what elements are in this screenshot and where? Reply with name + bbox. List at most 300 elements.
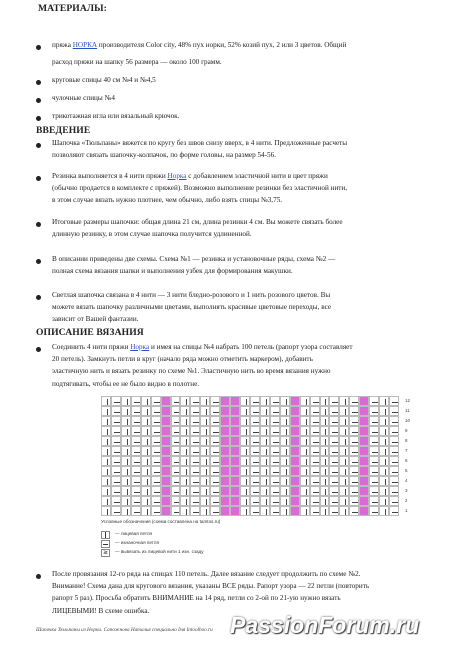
chart-cell: [190, 496, 200, 506]
chart-cell: [200, 446, 210, 456]
chart-cell: [121, 456, 131, 466]
chart-cell: [101, 476, 111, 486]
chart-cell: [320, 416, 330, 426]
chart-cell: [389, 396, 399, 406]
chart-cell: [131, 426, 141, 436]
chart-cell: [151, 426, 161, 436]
chart-cell: [101, 436, 111, 446]
chart-cell: [101, 496, 111, 506]
chart-cell: [260, 506, 270, 516]
chart-cell: [200, 456, 210, 466]
chart-cell: [379, 396, 389, 406]
chart-cell: [141, 486, 151, 496]
chart-cell: [339, 496, 349, 506]
chart-cell: [190, 456, 200, 466]
chart-cell: [161, 416, 171, 426]
chart-cell: [220, 486, 230, 496]
chart-cell: [141, 406, 151, 416]
yarn-link[interactable]: НОРКА: [72, 41, 98, 49]
text-line: В описании приведены две схемы. Схема №1 — резинка и установочные ряды, схема №2 —: [52, 255, 336, 263]
chart-cell: [180, 466, 190, 476]
chart-cell: [190, 476, 200, 486]
chart-cell: [369, 436, 379, 446]
chart-cell: [240, 416, 250, 426]
chart-cell: [389, 476, 399, 486]
chart-cell: [190, 426, 200, 436]
watermark: PassionForum.ru: [230, 612, 420, 638]
chart-cell: [389, 446, 399, 456]
chart-cell: [359, 406, 369, 416]
chart-cell: [389, 436, 399, 446]
chart-cell: [349, 446, 359, 456]
text: с добавлением эластичной нити в цвет пряжи: [186, 172, 328, 180]
chart-cell: [349, 406, 359, 416]
materials-heading: МАТЕРИАЛЫ:: [38, 3, 107, 14]
intro-paragraph-4: [52, 253, 335, 277]
materials-item-dpn: чулочные спицы №4: [52, 94, 115, 102]
chart-cell: [260, 466, 270, 476]
chart-cell: [151, 506, 161, 516]
chart-cell: [151, 466, 161, 476]
chart-row-number: 4: [405, 478, 408, 483]
chart-cell: [220, 406, 230, 416]
chart-cell: [101, 426, 111, 436]
chart-cell: [131, 466, 141, 476]
chart-cell: [310, 466, 320, 476]
chart-cell: [359, 466, 369, 476]
chart-cell: [141, 456, 151, 466]
chart-cell: [250, 486, 260, 496]
chart-cell: [240, 396, 250, 406]
legend-knit-label: — лицевая петля: [115, 531, 153, 536]
text-line: эластичную нить и вязать резинку по схеме №1. Эластичную нить во время вязания нужно: [52, 367, 331, 376]
chart-cell: [270, 416, 280, 426]
chart-cell: [280, 456, 290, 466]
chart-cell: [260, 476, 270, 486]
bullet: [36, 347, 41, 352]
chart-cell: [111, 406, 121, 416]
chart-cell: [369, 416, 379, 426]
bullet: [36, 80, 41, 85]
text: Соединить 4 нити пряжи: [52, 343, 131, 351]
chart-cell: [240, 466, 250, 476]
chart-cell: [280, 496, 290, 506]
text-line: полная схема вязания шапки и выполнения узбек для формирования макушки.: [52, 267, 293, 276]
chart-cell: [379, 426, 389, 436]
chart-cell: [161, 456, 171, 466]
chart-cell: [270, 486, 280, 496]
chart-cell: [200, 416, 210, 426]
chart-cell: [359, 446, 369, 456]
legend-increase-label: — вывязать из лицевой нити 1 изн. сзаду: [115, 549, 204, 554]
chart-cell: [329, 466, 339, 476]
chart-cell: [369, 476, 379, 486]
chart-cell: [101, 446, 111, 456]
chart-cell: [379, 486, 389, 496]
chart-cell: [280, 466, 290, 476]
chart-cell: [310, 406, 320, 416]
chart-cell: [141, 506, 151, 516]
intro-paragraph-5: [52, 289, 331, 326]
chart-cell: [220, 446, 230, 456]
chart-cell: [270, 506, 280, 516]
chart-cell: [230, 486, 240, 496]
bullet: [36, 176, 41, 181]
chart-cell: [240, 506, 250, 516]
chart-cell: [111, 466, 121, 476]
chart-cell: [300, 426, 310, 436]
chart-cell: [329, 446, 339, 456]
chart-cell: [320, 436, 330, 446]
chart-cell: [131, 406, 141, 416]
text-line: После провязания 12-го ряда на спицах 110 петель. Далее вязание следует продолжить по схеме №2.: [52, 570, 361, 578]
chart-cell: [320, 476, 330, 486]
chart-cell: [310, 426, 320, 436]
chart-cell: [180, 486, 190, 496]
chart-cell: [379, 406, 389, 416]
chart-cell: [200, 486, 210, 496]
chart-cell: [141, 396, 151, 406]
chart-cell: [300, 506, 310, 516]
chart-cell: [339, 426, 349, 436]
chart-cell: [250, 456, 260, 466]
text-line: рапорт 5 раз). Просьба обратить ВНИМАНИЕ на 14 ряд, петли со 2-ой по 21-ую нужно вязать: [52, 594, 341, 603]
text: производителя Color city, 48% пух норки, 52% козий пух, 2 или 3 цветов. Общий: [97, 41, 347, 49]
chart-cell: [180, 446, 190, 456]
chart-cell: [230, 506, 240, 516]
chart-cell: [320, 396, 330, 406]
chart-cell: [210, 476, 220, 486]
chart-cell: [250, 406, 260, 416]
chart-cell: [171, 486, 181, 496]
chart-cell: [230, 476, 240, 486]
yarn-link[interactable]: Норка: [130, 343, 150, 351]
chart-cell: [280, 506, 290, 516]
chart-cell: [190, 396, 200, 406]
chart-cell: [290, 496, 300, 506]
chart-cell: [369, 446, 379, 456]
chart-cell: [180, 506, 190, 516]
chart-cell: [300, 486, 310, 496]
chart-cell: [111, 446, 121, 456]
chart-cell: [270, 426, 280, 436]
chart-cell: [329, 476, 339, 486]
chart-cell: [339, 396, 349, 406]
chart-cell: [250, 476, 260, 486]
chart-row-number: 3: [405, 488, 408, 493]
chart-cell: [141, 446, 151, 456]
chart-cell: [210, 436, 220, 446]
chart-cell: [200, 406, 210, 416]
chart-cell: [220, 396, 230, 406]
chart-cell: [161, 486, 171, 496]
chart-cell: [260, 436, 270, 446]
chart-cell: [270, 406, 280, 416]
chart-cell: [141, 416, 151, 426]
chart-cell: [171, 506, 181, 516]
chart-cell: [290, 456, 300, 466]
chart-cell: [220, 416, 230, 426]
chart-cell: [379, 456, 389, 466]
chart-cell: [111, 496, 121, 506]
chart-cell: [290, 436, 300, 446]
chart-cell: [250, 396, 260, 406]
chart-cell: [161, 506, 171, 516]
knit-stitch-symbol: [101, 531, 110, 539]
chart-cell: [141, 496, 151, 506]
chart-cell: [200, 396, 210, 406]
chart-cell: [270, 496, 280, 506]
chart-cell: [359, 426, 369, 436]
chart-cell: [180, 456, 190, 466]
chart-cell: [240, 426, 250, 436]
chart-cell: [131, 416, 141, 426]
chart-cell: [300, 436, 310, 446]
chart-row-numbers: [405, 396, 419, 516]
chart-cell: [290, 466, 300, 476]
chart-cell: [161, 436, 171, 446]
chart-cell: [270, 456, 280, 466]
chart-cell: [320, 456, 330, 466]
description-paragraph-1: [52, 341, 452, 390]
chart-cell: [230, 396, 240, 406]
chart-cell: [260, 426, 270, 436]
text-line: в этом случае вязать нужно плотнее, чем обычно, либо взять спицы №3,75.: [52, 196, 283, 205]
chart-cell: [270, 466, 280, 476]
chart-cell: [339, 486, 349, 496]
chart-cell: [220, 466, 230, 476]
chart-cell: [101, 396, 111, 406]
chart-cell: [290, 396, 300, 406]
chart-cell: [131, 396, 141, 406]
intro-paragraph-2: [52, 170, 347, 207]
chart-cell: [171, 466, 181, 476]
chart-cell: [151, 416, 161, 426]
chart-cell: [359, 396, 369, 406]
chart-cell: [151, 436, 161, 446]
chart-cell: [250, 446, 260, 456]
chart-cell: [310, 396, 320, 406]
chart-cell: [300, 456, 310, 466]
chart-cell: [161, 426, 171, 436]
chart-cell: [230, 426, 240, 436]
chart-cell: [320, 426, 330, 436]
chart-cell: [230, 456, 240, 466]
chart-cell: [121, 446, 131, 456]
chart-cell: [161, 496, 171, 506]
chart-cell: [180, 436, 190, 446]
chart-cell: [339, 476, 349, 486]
chart-cell: [389, 426, 399, 436]
chart-cell: [121, 396, 131, 406]
chart-cell: [349, 396, 359, 406]
text: и имея на спицы №4 набрать 100 петель (рапорт узора составляет: [149, 343, 353, 351]
chart-cell: [300, 476, 310, 486]
chart-cell: [121, 436, 131, 446]
chart-cell: [260, 486, 270, 496]
text: пряжа: [52, 41, 73, 49]
chart-cell: [250, 496, 260, 506]
chart-row-number: 11: [405, 408, 410, 413]
chart-cell: [329, 436, 339, 446]
chart-cell: [190, 416, 200, 426]
materials-item-yarn: [52, 39, 452, 51]
chart-cell: [230, 406, 240, 416]
chart-cell: [349, 456, 359, 466]
chart-cell: [379, 506, 389, 516]
chart-cell: [101, 416, 111, 426]
chart-cell: [349, 486, 359, 496]
chart-cell: [161, 406, 171, 416]
chart-cell: [190, 506, 200, 516]
chart-cell: [379, 466, 389, 476]
chart-cell: [369, 466, 379, 476]
chart-cell: [161, 476, 171, 486]
chart-cell: [171, 446, 181, 456]
chart-cell: [349, 416, 359, 426]
chart-row-number: 5: [405, 468, 408, 473]
chart-cell: [300, 416, 310, 426]
chart-cell: [210, 426, 220, 436]
chart-cell: [339, 406, 349, 416]
chart-cell: [111, 396, 121, 406]
chart-cell: [280, 476, 290, 486]
chart-cell: [349, 496, 359, 506]
chart-cell: [250, 466, 260, 476]
bullet: [36, 222, 41, 227]
chart-cell: [369, 456, 379, 466]
increase-symbol: ≥: [102, 549, 109, 556]
chart-cell: [280, 436, 290, 446]
chart-cell: [300, 446, 310, 456]
footer-credit: Шапочка Тюльпаны из Норки. Сапожнова Наталья специально для Intoolboo.ru: [36, 627, 213, 633]
chart-cell: [359, 486, 369, 496]
chart-cell: [131, 476, 141, 486]
chart-cell: [101, 406, 111, 416]
chart-cell: [250, 426, 260, 436]
purl-stitch-symbol: [101, 540, 110, 548]
chart-cell: [111, 416, 121, 426]
chart-cell: [329, 406, 339, 416]
chart-cell: [290, 406, 300, 416]
chart-cell: [210, 466, 220, 476]
knitting-chart: [101, 396, 399, 516]
chart-cell: [310, 476, 320, 486]
chart-cell: [101, 506, 111, 516]
chart-cell: [180, 396, 190, 406]
chart-cell: [230, 436, 240, 446]
chart-cell: [359, 496, 369, 506]
text: Резинка выполняется в 4 нити пряжи: [52, 172, 168, 180]
chart-cell: [270, 476, 280, 486]
chart-cell: [310, 486, 320, 496]
chart-cell: [369, 496, 379, 506]
chart-cell: [280, 486, 290, 496]
materials-item-yarn-line2: расход пряжи на шапку 56 размера — около 100 грамм.: [52, 58, 222, 66]
chart-cell: [369, 426, 379, 436]
chart-cell: [121, 416, 131, 426]
chart-cell: [220, 506, 230, 516]
chart-row-number: 6: [405, 458, 408, 463]
chart-cell: [260, 396, 270, 406]
chart-cell: [161, 466, 171, 476]
chart-cell: [180, 426, 190, 436]
chart-cell: [379, 496, 389, 506]
chart-cell: [240, 456, 250, 466]
chart-cell: [121, 496, 131, 506]
chart-cell: [349, 476, 359, 486]
yarn-link[interactable]: Норка: [167, 172, 187, 180]
chart-cell: [101, 456, 111, 466]
chart-cell: [270, 446, 280, 456]
chart-cell: [250, 506, 260, 516]
chart-cell: [200, 496, 210, 506]
chart-cell: [349, 506, 359, 516]
legend-purl-label: — изнаночная петля: [115, 540, 159, 545]
text-line: [52, 170, 347, 182]
chart-row-number: 8: [405, 438, 408, 443]
chart-cell: [240, 496, 250, 506]
chart-cell: [389, 406, 399, 416]
chart-row-number: 7: [405, 448, 408, 453]
chart-cell: [141, 476, 151, 486]
chart-cell: [131, 446, 141, 456]
chart-cell: [320, 406, 330, 416]
chart-cell: [190, 436, 200, 446]
text-line: подтягивать, чтобы ее не было видно в полотне.: [52, 379, 200, 388]
chart-cell: [220, 436, 230, 446]
chart-cell: [171, 426, 181, 436]
chart-cell: [161, 446, 171, 456]
text-line: ЛИЦЕВЫМИ! В схеме ошибка.: [52, 606, 150, 615]
chart-cell: [240, 436, 250, 446]
chart-cell: [190, 466, 200, 476]
description-heading: ОПИСАНИЕ ВЯЗАНИЯ: [36, 327, 144, 338]
chart-cell: [171, 456, 181, 466]
materials-item-hook: трикотажная игла или вязальный крючок.: [52, 112, 180, 120]
chart-cell: [220, 456, 230, 466]
chart-cell: [230, 466, 240, 476]
chart-cell: [359, 476, 369, 486]
chart-cell: [230, 446, 240, 456]
chart-cell: [180, 476, 190, 486]
chart-cell: [210, 416, 220, 426]
intro-paragraph-1: [52, 137, 347, 161]
text-line: 20 петель). Замкнуть петли в круг (начало ряда можно отметить маркером), добавить: [52, 355, 313, 364]
chart-cell: [300, 496, 310, 506]
chart-cell: [339, 466, 349, 476]
chart-cell: [111, 426, 121, 436]
bullet: [36, 116, 41, 121]
chart-cell: [339, 456, 349, 466]
chart-cell: [389, 506, 399, 516]
chart-cell: [280, 396, 290, 406]
chart-cell: [310, 456, 320, 466]
chart-cell: [260, 496, 270, 506]
text-line: длинную резинку, в этом случае шапочка получится удлиненной.: [52, 230, 252, 239]
chart-cell: [359, 436, 369, 446]
chart-cell: [320, 466, 330, 476]
bullet: [36, 574, 41, 579]
chart-cell: [151, 496, 161, 506]
chart-cell: [260, 446, 270, 456]
chart-row-number: 9: [405, 428, 408, 433]
chart-row-number: 1: [405, 508, 408, 513]
chart-cell: [310, 446, 320, 456]
chart-cell: [101, 486, 111, 496]
chart-cell: [151, 486, 161, 496]
intro-paragraph-3: [52, 216, 343, 240]
